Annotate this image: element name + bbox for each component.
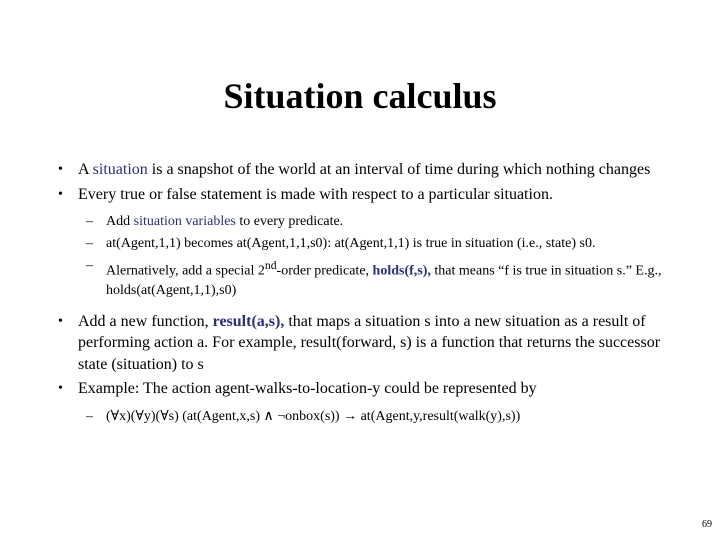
bullet-example: [58, 378, 668, 400]
bullet-marker: •: [58, 313, 63, 329]
formula-text: (∀x)(∀y)(∀s) (at(Agent,x,s) ∧ ¬onbox(s)) → at(Agent,y,result(walk(y),s)): [106, 408, 521, 424]
bullet-text: Example: The action agent-walks-to-location-y could be represented by: [78, 380, 537, 398]
bullet-text: Every true or false statement is made with respect to a particular situation.: [78, 185, 553, 203]
sub-bullet-text-post: to every predicate.: [235, 214, 344, 229]
sub-bullet-marker: –: [86, 408, 93, 424]
bullet-marker: •: [58, 381, 63, 397]
bullet-text-pre: Add a new function,: [78, 312, 213, 330]
bullet-text-post: that maps a situation s into a new situation as a result of performing action a. For example, result(forward, s) is a function that returns the successor state (situation) to s: [78, 312, 661, 373]
bullet-result-function: [58, 311, 668, 376]
term-holds: holds(f,s),: [372, 263, 431, 279]
sub-bullet-text-pre: Alernatively, add a special 2: [106, 263, 265, 279]
sub-bullet-marker: –: [86, 214, 93, 229]
bullet-text-pre: A: [78, 161, 93, 178]
bullet-text-post: is a snapshot of the world at an interval of time during which nothing changes: [147, 161, 651, 178]
bullet-situation-definition: [58, 159, 668, 181]
sub-bullet-holds-predicate: [86, 256, 668, 300]
sub-bullet-situation-variables: [86, 212, 668, 231]
sub-bullet-text-mid: -order predicate,: [276, 263, 373, 279]
page-number: 69: [702, 519, 712, 530]
sub-bullet-marker: –: [86, 258, 93, 273]
term-result: result(a,s),: [212, 312, 285, 330]
slide-body: [58, 159, 668, 426]
bullet-marker: •: [58, 162, 63, 177]
sub-bullet-text: at(Agent,1,1) becomes at(Agent,1,1,s0): at(Agent,1,1) is true in situation (i.e., state) s0.: [106, 236, 596, 251]
sub-bullet-text-pre: Add: [106, 214, 134, 229]
term-situation: situation: [92, 161, 148, 178]
sub-bullet-formula: [86, 407, 668, 426]
sub-bullet-text-post: that means “f is true in situation s.” E.g., holds(at(Agent,1,1),s0): [106, 263, 662, 298]
slide-title: Situation calculus: [223, 76, 497, 116]
bullet-statements: [58, 184, 668, 206]
bullet-marker: •: [58, 186, 63, 202]
ordinal-superscript: nd: [264, 259, 277, 272]
term-situation-variables: situation variables: [133, 214, 236, 229]
sub-bullet-at-agent-example: [86, 234, 668, 253]
sub-bullet-marker: –: [86, 236, 93, 251]
